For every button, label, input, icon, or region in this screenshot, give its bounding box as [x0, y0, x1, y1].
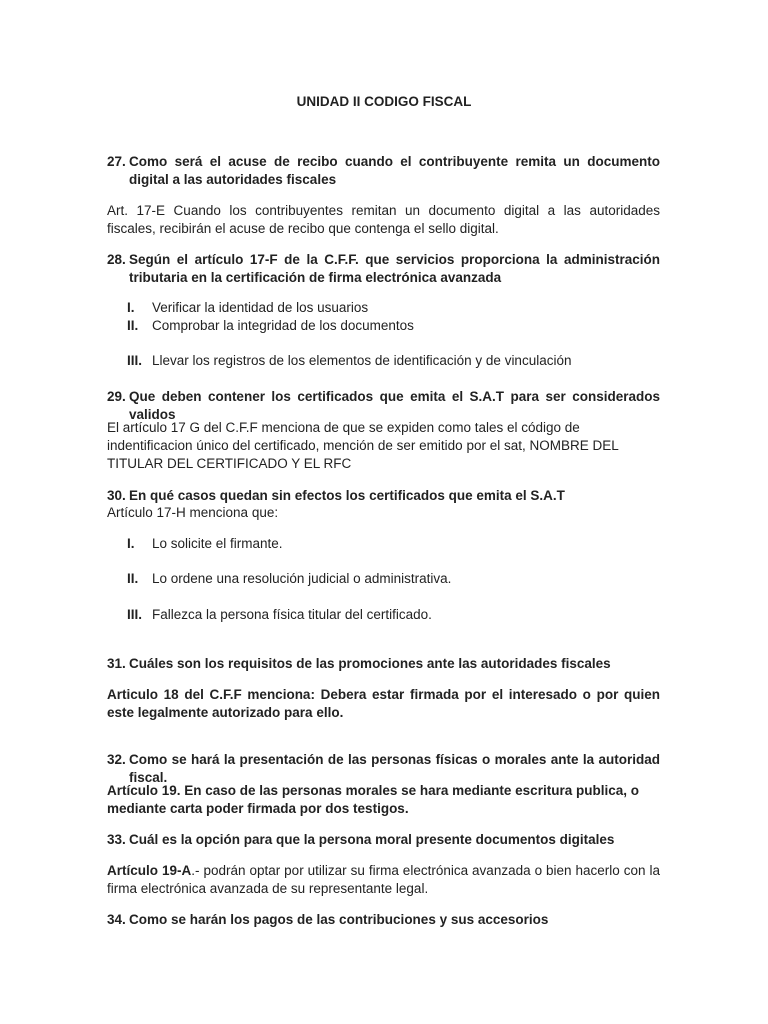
list-item: [127, 570, 667, 588]
question-31: [107, 655, 660, 673]
document-title: UNIDAD II CODIGO FISCAL: [296, 94, 472, 109]
question-number: 32.: [107, 752, 126, 767]
question-text: Cuáles son los requisitos de las promociones ante las autoridades fiscales: [129, 656, 611, 671]
question-30: [107, 487, 660, 505]
answer-32: Artículo 19. En caso de las personas morales se hara mediante escritura publica, o mediante carta poder firmada por dos testigos.: [107, 783, 639, 816]
answer-30-intro: Artículo 17-H menciona que:: [107, 505, 279, 520]
list-item: [127, 535, 667, 553]
answer-27: Art. 17-E Cuando los contribuyentes remitan un documento digital a las autoridades fiscales, recibirán el acuse de recibo que contenga el sello digital.: [107, 203, 660, 236]
question-number: 30.: [107, 488, 126, 503]
question-number: 31.: [107, 656, 126, 671]
question-34: [107, 911, 660, 929]
question-number: 28.: [107, 252, 126, 267]
question-27: [107, 153, 660, 189]
list-item-text: Fallezca la persona física titular del certificado.: [152, 607, 432, 622]
question-number: 27.: [107, 154, 126, 169]
question-text: Que deben contener los certificados que emita el S.A.T para ser considerados validos: [129, 389, 660, 422]
question-28: [107, 251, 660, 287]
question-text: Como se hará la presentación de las personas físicas o morales ante la autoridad fiscal.: [129, 752, 660, 785]
question-text: Como se harán los pagos de las contribuciones y sus accesorios: [129, 912, 549, 927]
question-number: 34.: [107, 912, 126, 927]
answer-33: [107, 862, 660, 898]
list-item: [127, 352, 667, 370]
roman-numeral: II.: [127, 318, 139, 333]
list-item-text: Comprobar la integridad de los documentos: [152, 318, 414, 333]
roman-numeral: I.: [127, 536, 135, 551]
question-number: 33.: [107, 832, 126, 847]
question-number: 29.: [107, 389, 126, 404]
roman-numeral: II.: [127, 571, 139, 586]
list-item-text: Llevar los registros de los elementos de identificación y de vinculación: [152, 353, 572, 368]
roman-numeral: III.: [127, 607, 143, 622]
question-text: Como será el acuse de recibo cuando el contribuyente remita un documento digital a las autoridades fiscales: [129, 154, 660, 187]
list-item-text: Lo solicite el firmante.: [152, 536, 283, 551]
answer-29: El artículo 17 G del C.F.F menciona de que se expiden como tales el código de indentificacion único del certificado, mención de ser emitido por el sat, NOMBRE DEL TITULAR DEL CERTIFICADO Y EL RFC: [107, 420, 619, 471]
list-item-text: Verificar la identidad de los usuarios: [152, 300, 369, 315]
list-item: [127, 606, 667, 624]
roman-numeral: III.: [127, 353, 143, 368]
answer-31: Articulo 18 del C.F.F menciona: Debera estar firmada por el interesado o por quien este legalmente autorizado para ello.: [107, 687, 660, 720]
question-text: Según el artículo 17-F de la C.F.F. que servicios proporciona la administración tributaria en la certificación de firma electrónica avanzada: [129, 252, 660, 285]
answer-text: .- podrán optar por utilizar su firma electrónica avanzada o bien hacerlo con la firma electrónica avanzada de su representante legal.: [107, 863, 660, 896]
roman-numeral: I.: [127, 300, 135, 315]
list-item: [127, 317, 667, 335]
list-item: [127, 299, 667, 317]
question-33: [107, 831, 660, 849]
list-item-text: Lo ordene una resolución judicial o administrativa.: [152, 571, 452, 586]
question-text: En qué casos quedan sin efectos los certificados que emita el S.A.T: [129, 488, 565, 503]
question-text: Cuál es la opción para que la persona moral presente documentos digitales: [129, 832, 615, 847]
article-reference: Artículo 19-A: [107, 863, 192, 878]
